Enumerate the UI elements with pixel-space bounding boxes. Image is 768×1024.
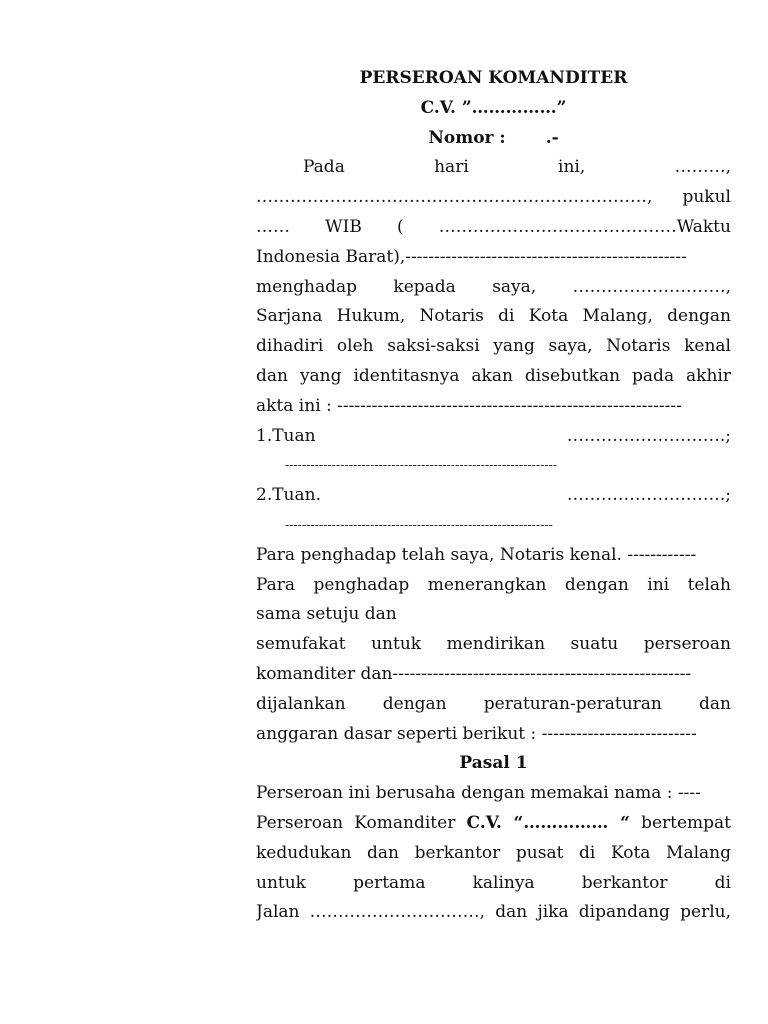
opening-line-9: akta ini : ------------------------------------------------------------ <box>256 395 682 416</box>
tuan-2-label: 2.Tuan. <box>256 485 321 506</box>
cv-name-line: C.V. ”……………” <box>420 97 567 118</box>
body-line-13: semufakat untuk mendirikan suatu perseroan <box>256 634 731 655</box>
cv-name-inline: C.V. “…………… “ <box>466 812 630 833</box>
pasal-1-line-3: kedudukan dan berkantor pusat di Kota Malang <box>256 842 731 863</box>
opening-line-4: Indonesia Barat),------------------------------------------------- <box>256 246 687 267</box>
opening-line-7: dihadiri oleh saksi-saksi yang saya, Notaris kenal <box>256 336 731 357</box>
document-page <box>256 64 731 928</box>
body-line-12: sama setuju dan <box>256 604 397 625</box>
body-line-14: komanditer dan---------------------------------------------------- <box>256 663 692 684</box>
body-line-15: dijalankan dengan peraturan-peraturan dan <box>256 693 731 714</box>
dash-line-1: ---------------------------------------------------------------- <box>285 458 558 473</box>
dash-line-2: --------------------------------------------------------------- <box>285 517 554 532</box>
pasal-1-line-2: Perseroan Komanditer C.V. “…………… “ bertempat <box>256 812 731 833</box>
pasal-1-line-4: untuk pertama kalinya berkantor di <box>256 872 731 893</box>
tuan-2-value: ……………………….; <box>566 485 731 506</box>
pasal-1-line-5: Jalan …………………………, dan jika dipandang perlu, <box>256 902 731 923</box>
body-line-10: Para penghadap telah saya, Notaris kenal. ------------ <box>256 544 697 565</box>
opening-line-6: Sarjana Hukum, Notaris di Kota Malang, dengan <box>256 306 731 327</box>
opening-line-8: dan yang identitasnya akan disebutkan pada akhir <box>256 365 731 386</box>
opening-line-3: …… WIB ( ……………………………………Waktu <box>256 216 731 237</box>
body-line-11: Para penghadap menerangkan dengan ini telah <box>256 574 731 595</box>
opening-line-5: menghadap kepada saya, ………………………, <box>256 276 731 297</box>
tuan-2-line <box>256 481 731 511</box>
pasal-1-heading: Pasal 1 <box>459 753 528 774</box>
nomor-suffix: .- <box>545 127 559 148</box>
document-title: PERSEROAN KOMANDITER <box>359 68 628 88</box>
nomor-line <box>256 124 731 154</box>
tuan-1-value: ……………………….; <box>566 425 731 446</box>
pasal-1-line-1: Perseroan ini berusaha dengan memakai nama : ---- <box>256 783 701 804</box>
opening-line-1: Pada hari ini, ………, <box>303 157 731 178</box>
opening-line-2: ……………………………………………………………, pukul <box>256 187 731 208</box>
nomor-label: Nomor : <box>428 127 506 148</box>
tuan-1-label: 1.Tuan <box>256 425 316 446</box>
tuan-1-line <box>256 422 731 452</box>
body-line-16: anggaran dasar seperti berikut : --------------------------- <box>256 723 697 744</box>
